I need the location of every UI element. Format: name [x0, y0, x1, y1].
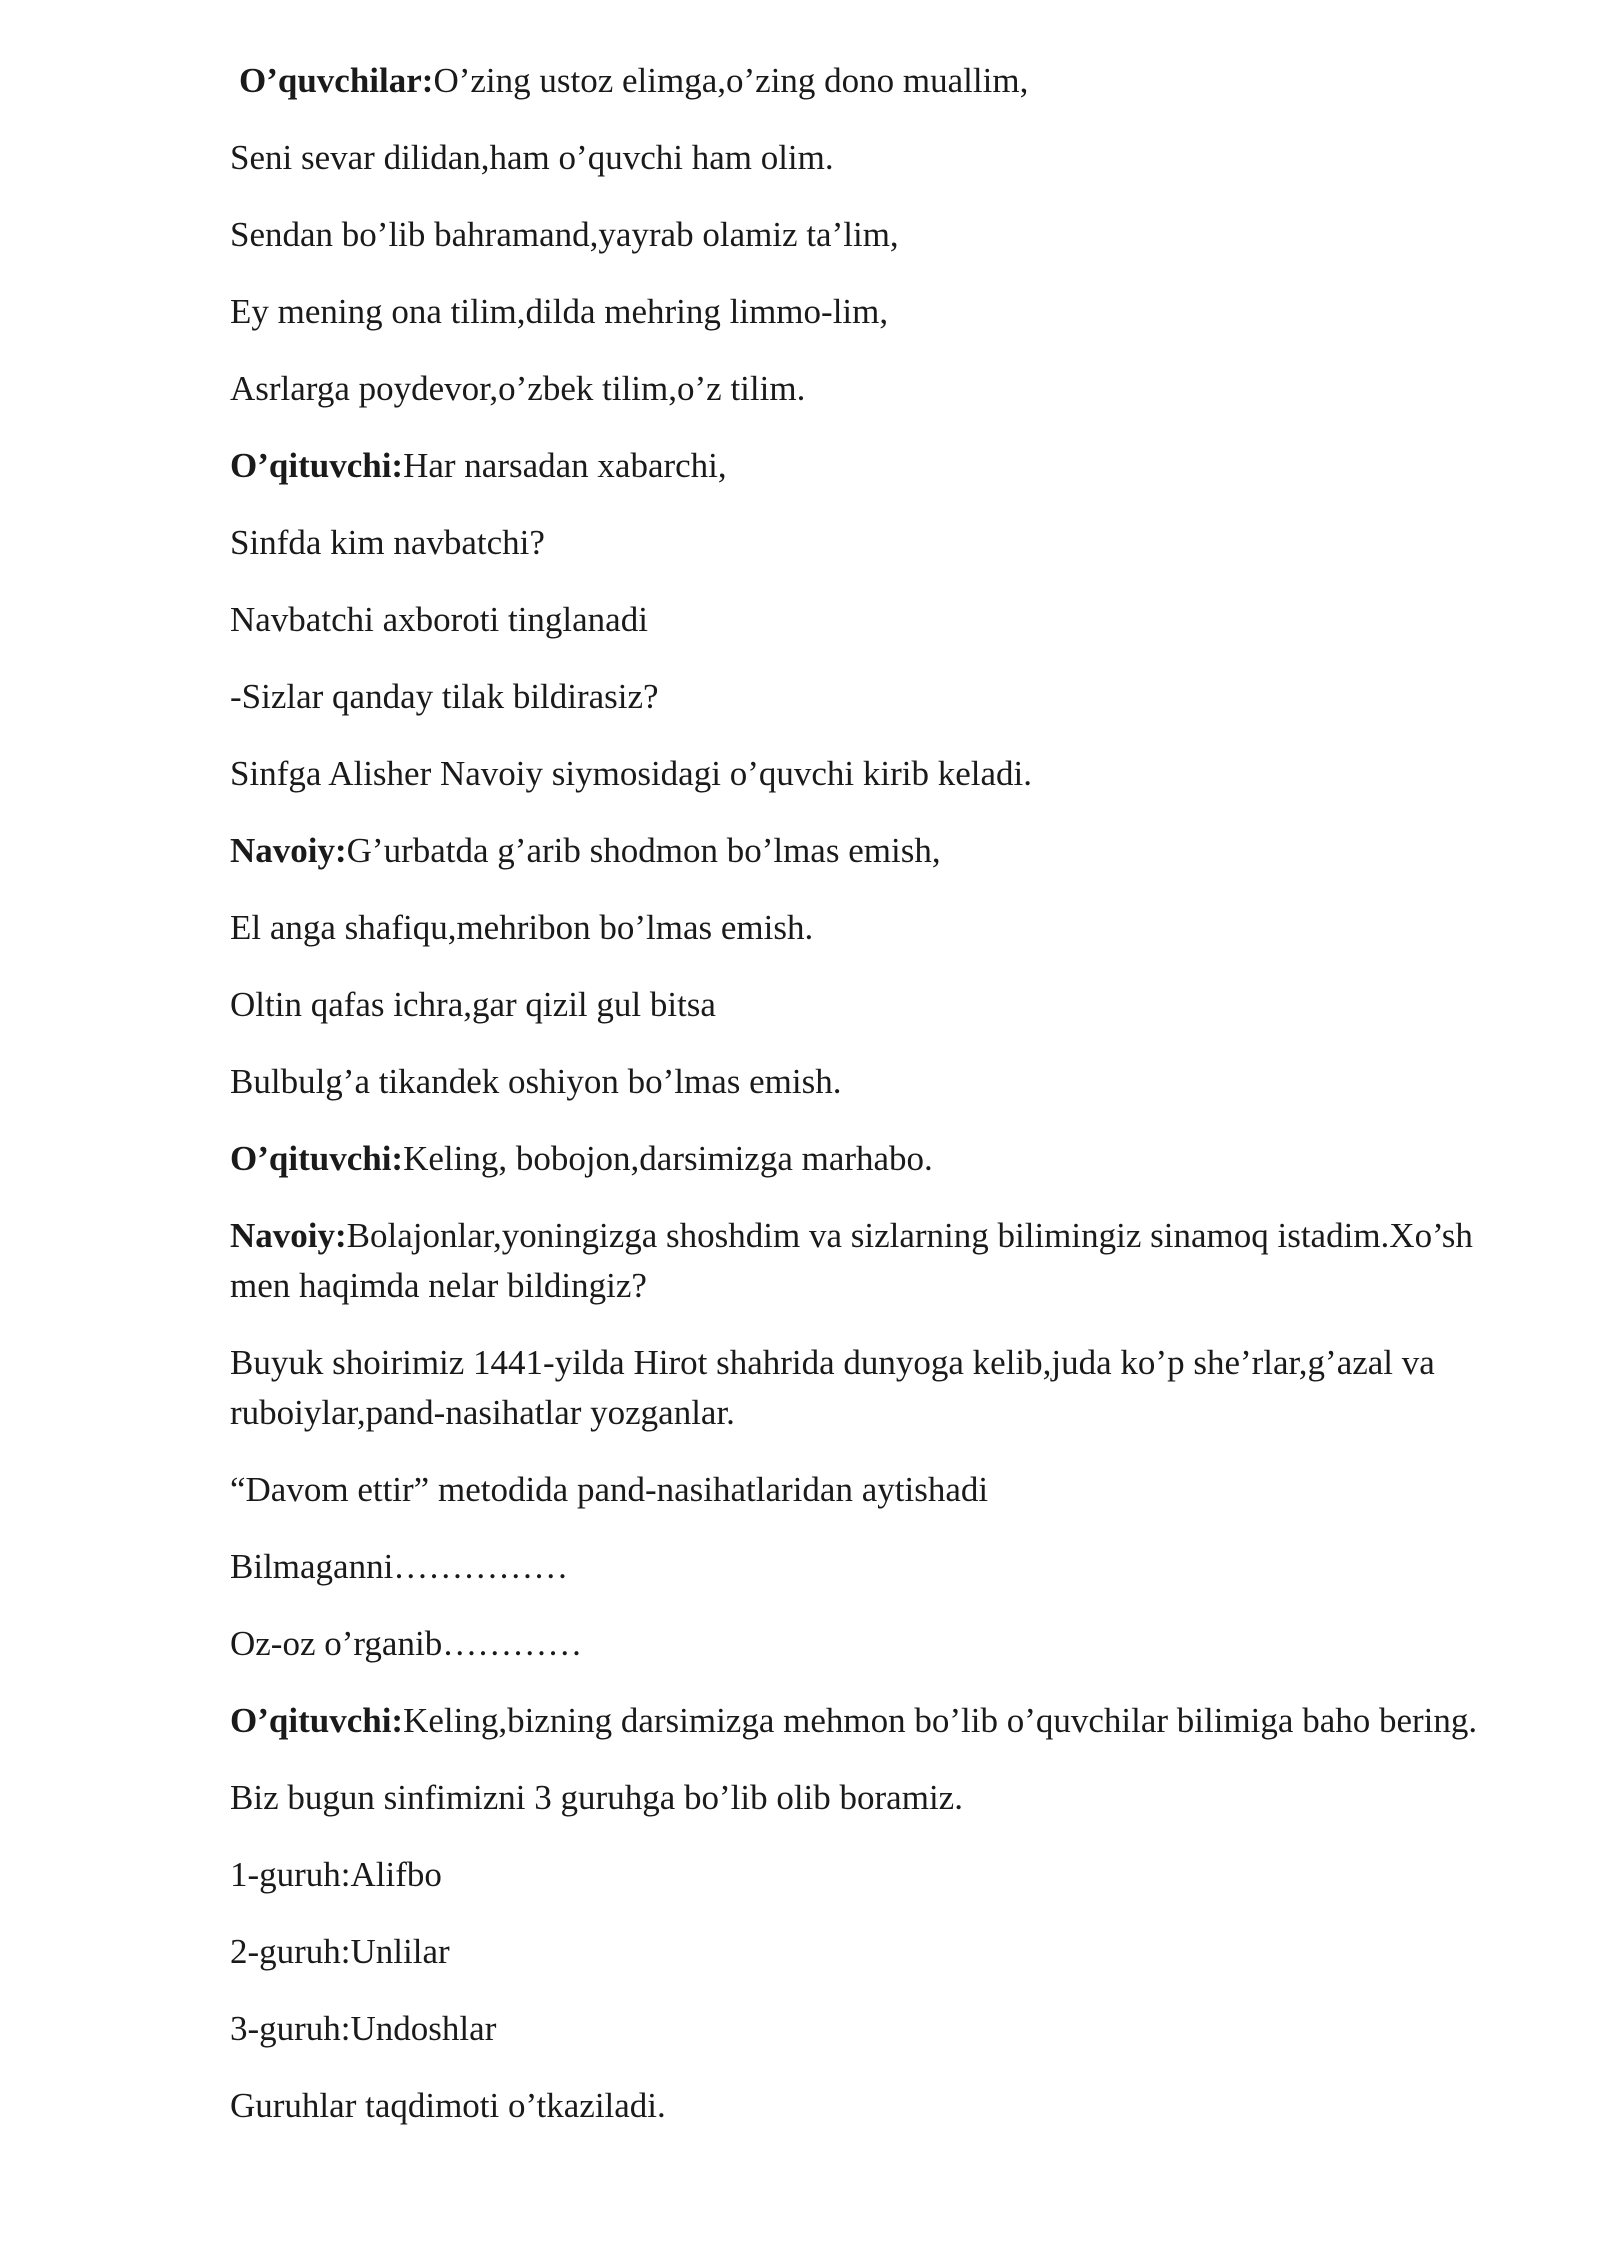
paragraph	[230, 1338, 1530, 1438]
paragraph	[230, 826, 1530, 876]
paragraph	[230, 1211, 1530, 1311]
paragraph	[230, 1542, 1530, 1592]
paragraph	[230, 441, 1530, 491]
paragraph-text: Bolajonlar,yoningizga shoshdim va sizlarning bilimingiz sinamoq istadim.Xo’sh men haqimda nelar bildingiz?	[230, 1216, 1473, 1305]
paragraph-text: G’urbatda g’arib shodmon bo’lmas emish,	[346, 831, 941, 870]
paragraph	[230, 595, 1530, 645]
speaker-label: O’qituvchi:	[230, 446, 404, 485]
paragraph-text: Oltin qafas ichra,gar qizil gul bitsa	[230, 985, 716, 1024]
paragraph-text: 2-guruh:Unlilar	[230, 1932, 450, 1971]
paragraph-text: Oz-oz o’rganib…………	[230, 1624, 583, 1663]
speaker-label: O’quvchilar:	[239, 61, 434, 100]
paragraph-text: Asrlarga poydevor,o’zbek tilim,o’z tilim.	[230, 369, 806, 408]
paragraph-text: Guruhlar taqdimoti o’tkaziladi.	[230, 2086, 666, 2125]
paragraph	[230, 287, 1530, 337]
speaker-label: O’qituvchi:	[230, 1701, 404, 1740]
paragraph	[230, 980, 1530, 1030]
paragraph	[230, 672, 1530, 722]
document-page	[230, 56, 1530, 2158]
paragraph	[230, 210, 1530, 260]
paragraph	[230, 2004, 1530, 2054]
paragraph-text: Seni sevar dilidan,ham o’quvchi ham olim.	[230, 138, 834, 177]
paragraph-text: Har narsadan xabarchi,	[403, 446, 727, 485]
paragraph	[230, 2081, 1530, 2131]
paragraph-text: O’zing ustoz elimga,o’zing dono muallim,	[433, 61, 1029, 100]
paragraph-text: Sendan bo’lib bahramand,yayrab olamiz ta’lim,	[230, 215, 899, 254]
speaker-label: O’qituvchi:	[230, 1139, 404, 1178]
paragraph	[230, 1619, 1530, 1669]
paragraph-text: -Sizlar qanday tilak bildirasiz?	[230, 677, 659, 716]
paragraph	[230, 749, 1530, 799]
paragraph	[230, 133, 1530, 183]
paragraph-text: Sinfga Alisher Navoiy siymosidagi o’quvchi kirib keladi.	[230, 754, 1032, 793]
paragraph-text: Navbatchi axboroti tinglanadi	[230, 600, 648, 639]
paragraph-text: “Davom ettir” metodida pand-nasihatlaridan aytishadi	[230, 1470, 989, 1509]
paragraph-text: Ey mening ona tilim,dilda mehring limmo-lim,	[230, 292, 889, 331]
paragraph	[230, 364, 1530, 414]
paragraph-text: Biz bugun sinfimizni 3 guruhga bo’lib olib boramiz.	[230, 1778, 963, 1817]
paragraph	[230, 56, 1530, 106]
paragraph	[230, 1773, 1530, 1823]
paragraph-text: Sinfda kim navbatchi?	[230, 523, 545, 562]
paragraph-text: Keling, bobojon,darsimizga marhabo.	[403, 1139, 933, 1178]
paragraph	[230, 518, 1530, 568]
paragraph-text: El anga shafiqu,mehribon bo’lmas emish.	[230, 908, 814, 947]
speaker-label: Navoiy:	[230, 1216, 347, 1255]
paragraph	[230, 1134, 1530, 1184]
paragraph-text: 3-guruh:Undoshlar	[230, 2009, 497, 2048]
paragraph	[230, 1696, 1530, 1746]
paragraph	[230, 1927, 1530, 1977]
paragraph	[230, 1057, 1530, 1107]
speaker-label: Navoiy:	[230, 831, 347, 870]
paragraph	[230, 1465, 1530, 1515]
paragraph-text: Buyuk shoirimiz 1441-yilda Hirot shahrida dunyoga kelib,juda ko’p she’rlar,g’azal va ruboiylar,pand-nasihatlar yozganlar.	[230, 1343, 1435, 1432]
paragraph-text: Bilmaganni……………	[230, 1547, 569, 1586]
paragraph-text: Bulbulg’a tikandek oshiyon bo’lmas emish.	[230, 1062, 842, 1101]
paragraph	[230, 903, 1530, 953]
paragraph-text: Keling,bizning darsimizga mehmon bo’lib o’quvchilar bilimiga baho bering.	[403, 1701, 1478, 1740]
paragraph	[230, 1850, 1530, 1900]
paragraph-text: 1-guruh:Alifbo	[230, 1855, 442, 1894]
